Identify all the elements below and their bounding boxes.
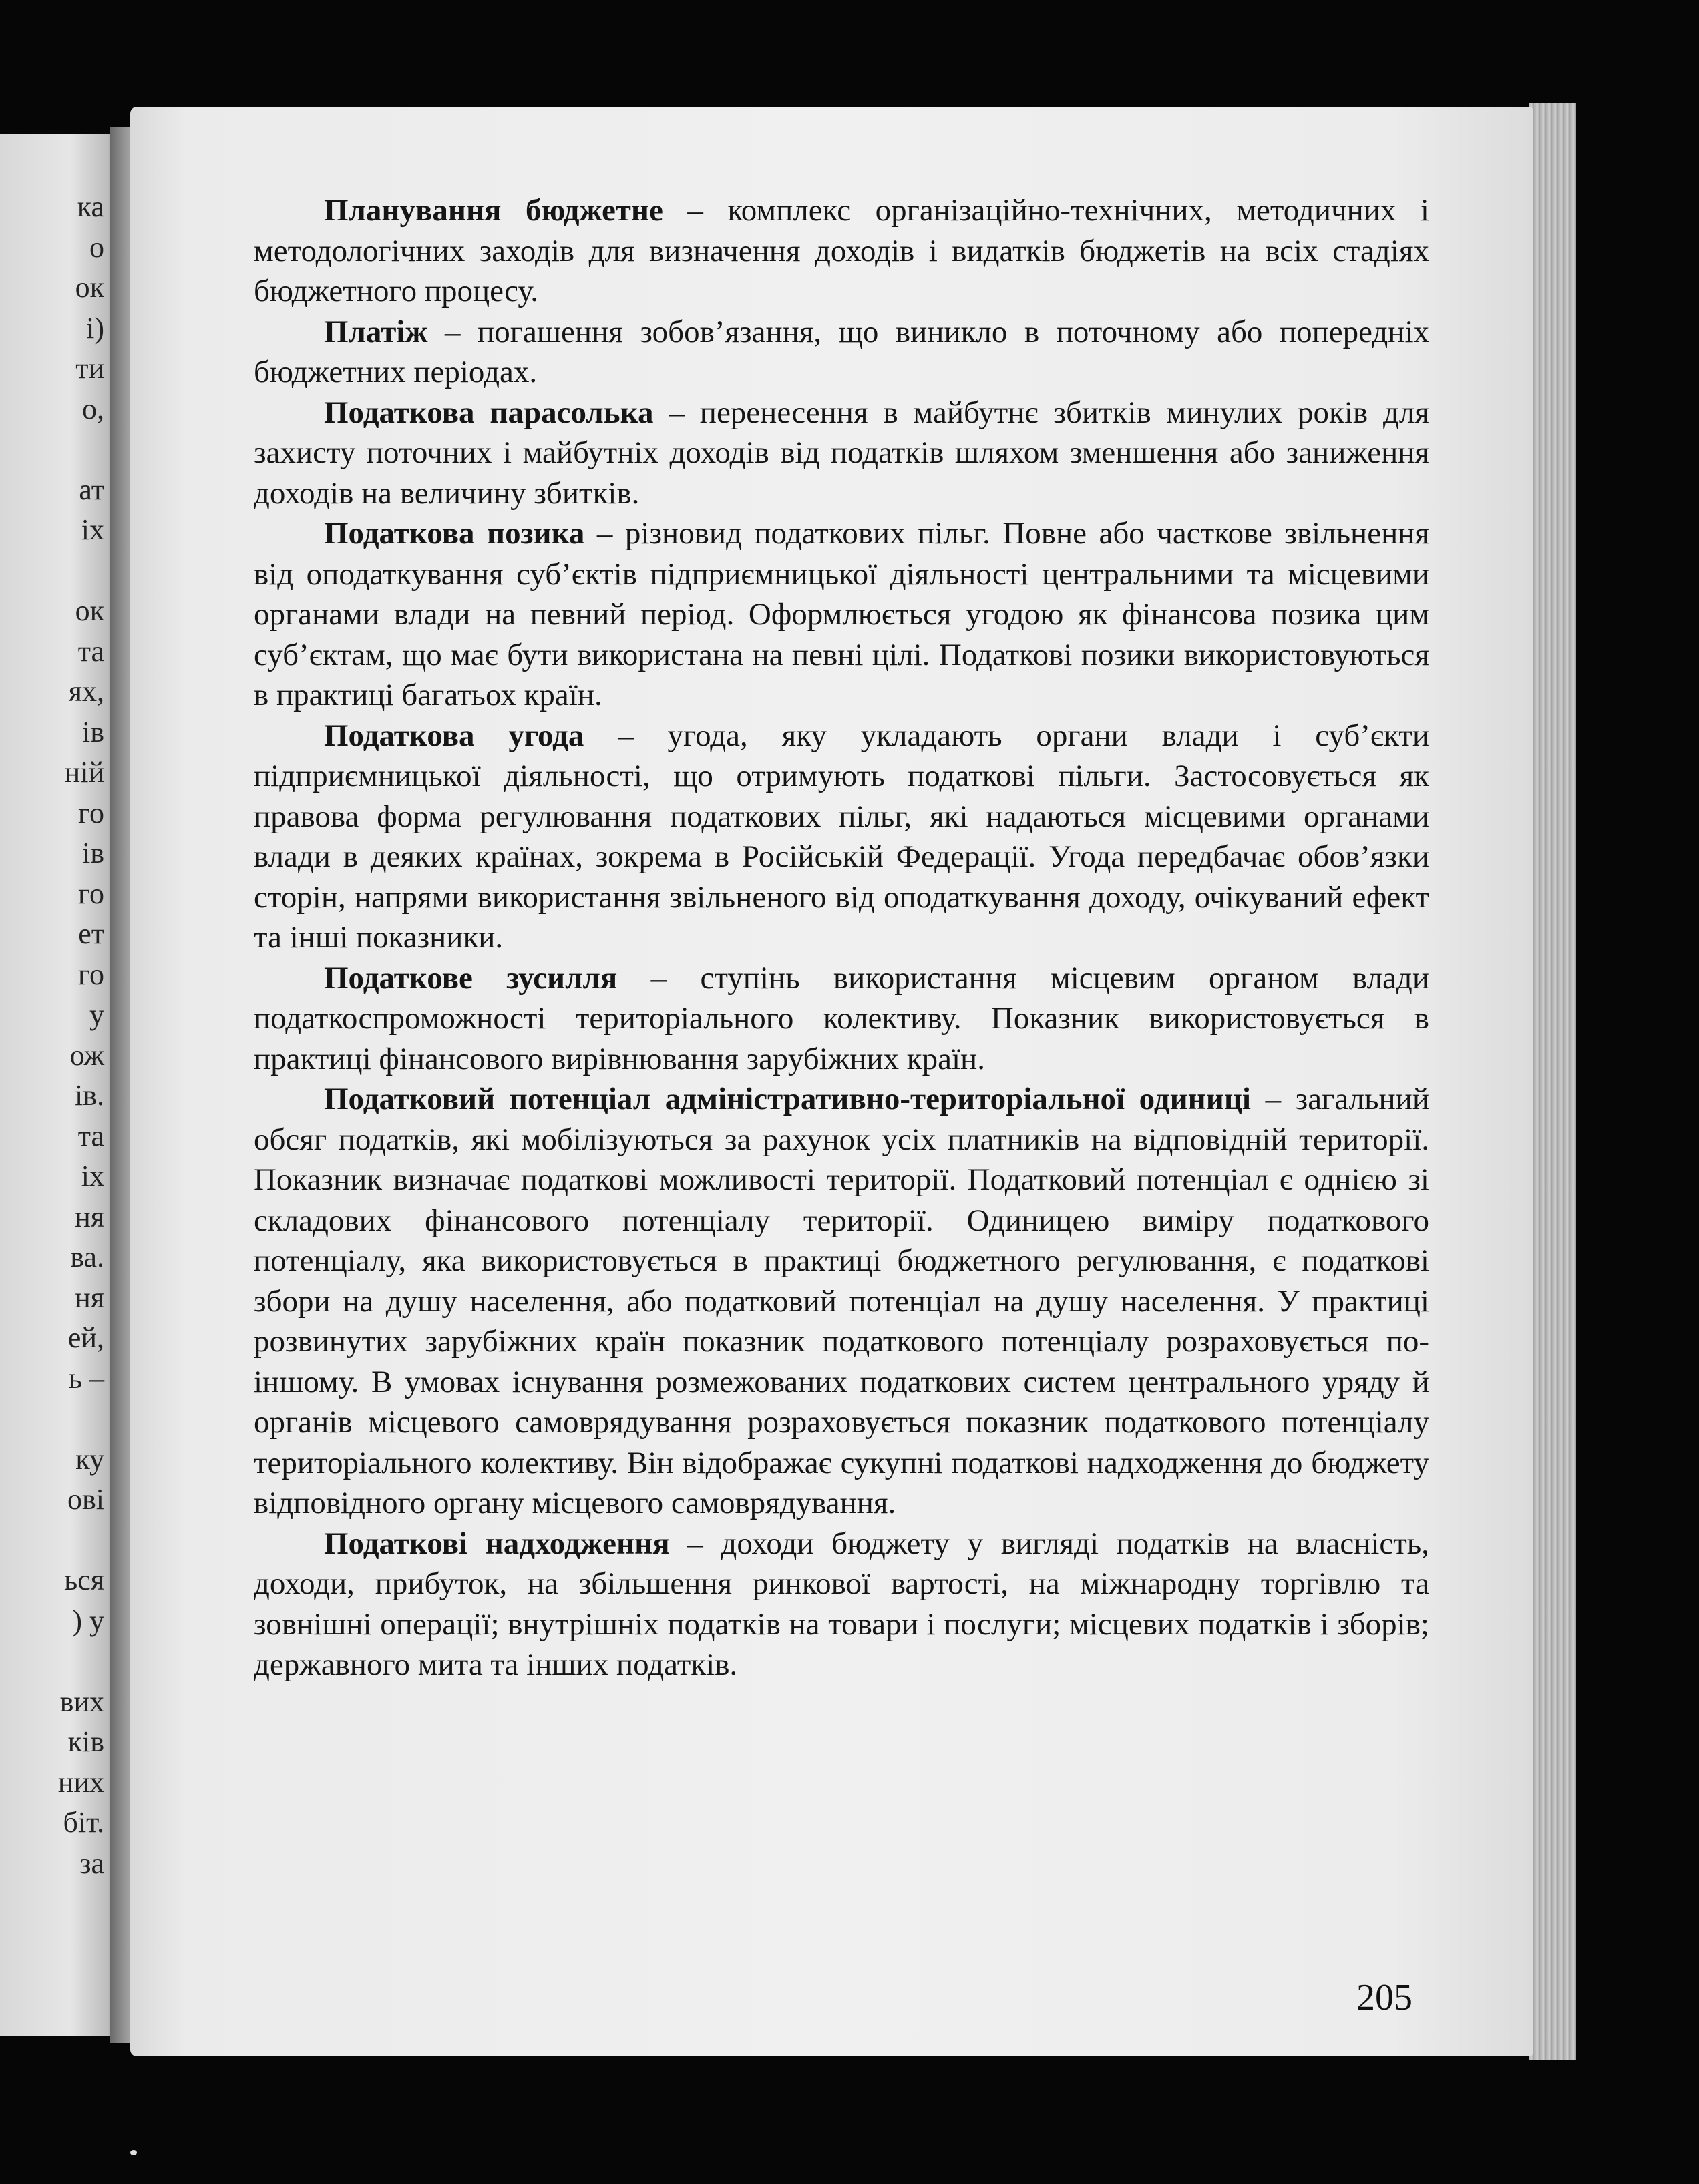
previous-page-fragment: го xyxy=(78,877,104,910)
previous-page-fragment: іх xyxy=(81,513,104,546)
previous-page-fragment: ок xyxy=(75,271,104,304)
previous-page-fragment: них xyxy=(57,1765,104,1799)
previous-page-fragment: і) xyxy=(86,311,104,345)
glossary-definition: – комплекс організаційно-технічних, методичних і методологічних заходів для визначення доходів і видатків бюджетів на всіх стадіях бюджетного процесу. xyxy=(254,193,1429,308)
glossary-entry xyxy=(254,312,1429,393)
previous-page-text-fragments xyxy=(0,187,114,1884)
glossary-definition: – угода, яку укладають органи влади і суб’єкти підприємницької діяльності, що отримують податкові пільги. Застосовується як правова форма регулювання податкових пільг, які надаються місцевими органами влади в деяких країнах, зокрема в Російській Федерації. Угода передбачає обов’язки сторін, напрями використання звільненого від оподаткування доходу, очікуваний ефект та інші показники. xyxy=(254,718,1429,955)
glossary-entry xyxy=(254,393,1429,514)
previous-page-fragment: ва. xyxy=(70,1241,104,1273)
previous-page-edge xyxy=(0,134,117,2036)
glossary-definition: – перенесення в майбутнє збитків минулих років для захисту поточних і майбутніх доходів від податків шляхом зменшення або заниження доходів на величину збитків. xyxy=(254,395,1429,511)
previous-page-fragment: та xyxy=(77,1119,104,1152)
glossary-entry xyxy=(254,1524,1429,1685)
previous-page-fragment: біт. xyxy=(63,1806,104,1839)
previous-page-fragment: ові xyxy=(67,1483,104,1516)
previous-page-fragment: ей, xyxy=(67,1321,104,1354)
glossary-definition: – різновид податкових пільг. Повне або часткове звільнення від оподаткування суб’єктів підприємницької діяльності центральними та місцевими органами влади на певний період. Оформлюється угодою як фінансова позика цим суб’єктам, що має бути використана на певні цілі. Податкові позики використовуються в практиці багатьох країн. xyxy=(254,516,1429,712)
previous-page-fragment: вих xyxy=(59,1685,104,1718)
previous-page-fragment: ня xyxy=(75,1200,104,1233)
previous-page-fragment: та xyxy=(77,634,104,668)
previous-page-fragment: ь – xyxy=(68,1361,104,1395)
glossary-definition: – доходи бюджету у вигляді податків на власність, доходи, прибуток, на збільшення ринкової вартості, на міжнародну торгівлю та зовнішні операції; внутрішніх податків на товари і послуги; місцевих податків і зборів; державного мита та інших податків. xyxy=(254,1526,1429,1682)
previous-page-fragment: ів xyxy=(82,715,104,748)
previous-page-fragment: ож xyxy=(69,1038,104,1072)
glossary-term: Платіж xyxy=(324,314,428,349)
previous-page-fragment: го xyxy=(78,957,104,991)
previous-page-fragment: ат xyxy=(79,473,104,506)
glossary-term: Податкове зусилля xyxy=(324,960,618,996)
glossary-definition: – загальний обсяг податків, які мобілізуються за рахунок усіх платників на відповідній території. Показник визначає податкові можливості території. Податковий потенціал є однією зі складових фінансового потенціалу території. Одиницею виміру податкового потенціалу, яка використовується в практиці бюджетного регулювання, є податкові збори на душу населення, або податковий потенціал на душу населення. У практиці розвинутих зарубіжних країн показник податкового потенціалу розраховується по-іншому. В умовах існування розмежованих податкових систем центрального уряду й органів місцевого самоврядування розраховується показник податкового потенціалу територіального колективу. Він відображає сукупні податкові надходження до бюджету відповідного органу місцевого самоврядування. xyxy=(254,1082,1429,1520)
glossary-term: Податкова парасолька xyxy=(324,395,654,430)
previous-page-fragment xyxy=(0,429,104,470)
glossary-entry xyxy=(254,716,1429,958)
previous-page-fragment: ів xyxy=(82,837,104,869)
page-stack-edge xyxy=(1529,103,1576,2060)
glossary-entry xyxy=(254,958,1429,1080)
glossary-definition: – погашення зобов’язання, що виникло в поточному або попередніх бюджетних періодах. xyxy=(254,314,1429,389)
previous-page-fragment: ет xyxy=(78,917,104,950)
previous-page-fragment xyxy=(0,551,104,592)
glossary-text xyxy=(254,190,1429,1685)
previous-page-fragment: за xyxy=(79,1846,104,1880)
current-page xyxy=(130,107,1533,2056)
previous-page-fragment xyxy=(0,1641,104,1682)
previous-page-fragment: ях, xyxy=(68,675,104,708)
previous-page-fragment: ній xyxy=(64,756,104,789)
previous-page-fragment: ка xyxy=(77,190,104,223)
previous-page-fragment xyxy=(0,1399,104,1440)
glossary-definition: – ступінь використання місцевим органом влади податкоспроможності територіального колективу. Показник використовується в практиці фінансового вирівнювання зарубіжних країн. xyxy=(254,960,1429,1076)
glossary-term: Податковий потенціал адміністративно-територіальної одиниці xyxy=(324,1082,1251,1116)
previous-page-fragment: ку xyxy=(75,1442,104,1476)
previous-page-fragment: о xyxy=(89,230,104,264)
glossary-entry xyxy=(254,1079,1429,1524)
previous-page-fragment xyxy=(0,1520,104,1561)
glossary-term: Податкові надходження xyxy=(324,1526,670,1561)
previous-page-fragment: о, xyxy=(82,392,104,425)
previous-page-fragment: іх xyxy=(81,1160,104,1192)
previous-page-fragment: у xyxy=(89,998,104,1031)
glossary-entry xyxy=(254,190,1429,312)
glossary-term: Податкова позика xyxy=(324,516,585,551)
previous-page-fragment: ок xyxy=(75,594,104,627)
previous-page-fragment: ься xyxy=(64,1564,104,1596)
previous-page-fragment: ня xyxy=(75,1281,104,1314)
previous-page-fragment: го xyxy=(78,796,104,829)
page-number: 205 xyxy=(1356,1977,1412,2018)
previous-page-fragment: ти xyxy=(75,352,104,385)
dust-speck xyxy=(130,2150,137,2155)
glossary-entry xyxy=(254,513,1429,716)
previous-page-fragment: ів. xyxy=(75,1079,104,1112)
previous-page-fragment: ) у xyxy=(72,1604,104,1637)
glossary-term: Планування бюджетне xyxy=(324,193,663,228)
glossary-term: Податкова угода xyxy=(324,718,584,753)
previous-page-fragment: ків xyxy=(67,1725,104,1758)
